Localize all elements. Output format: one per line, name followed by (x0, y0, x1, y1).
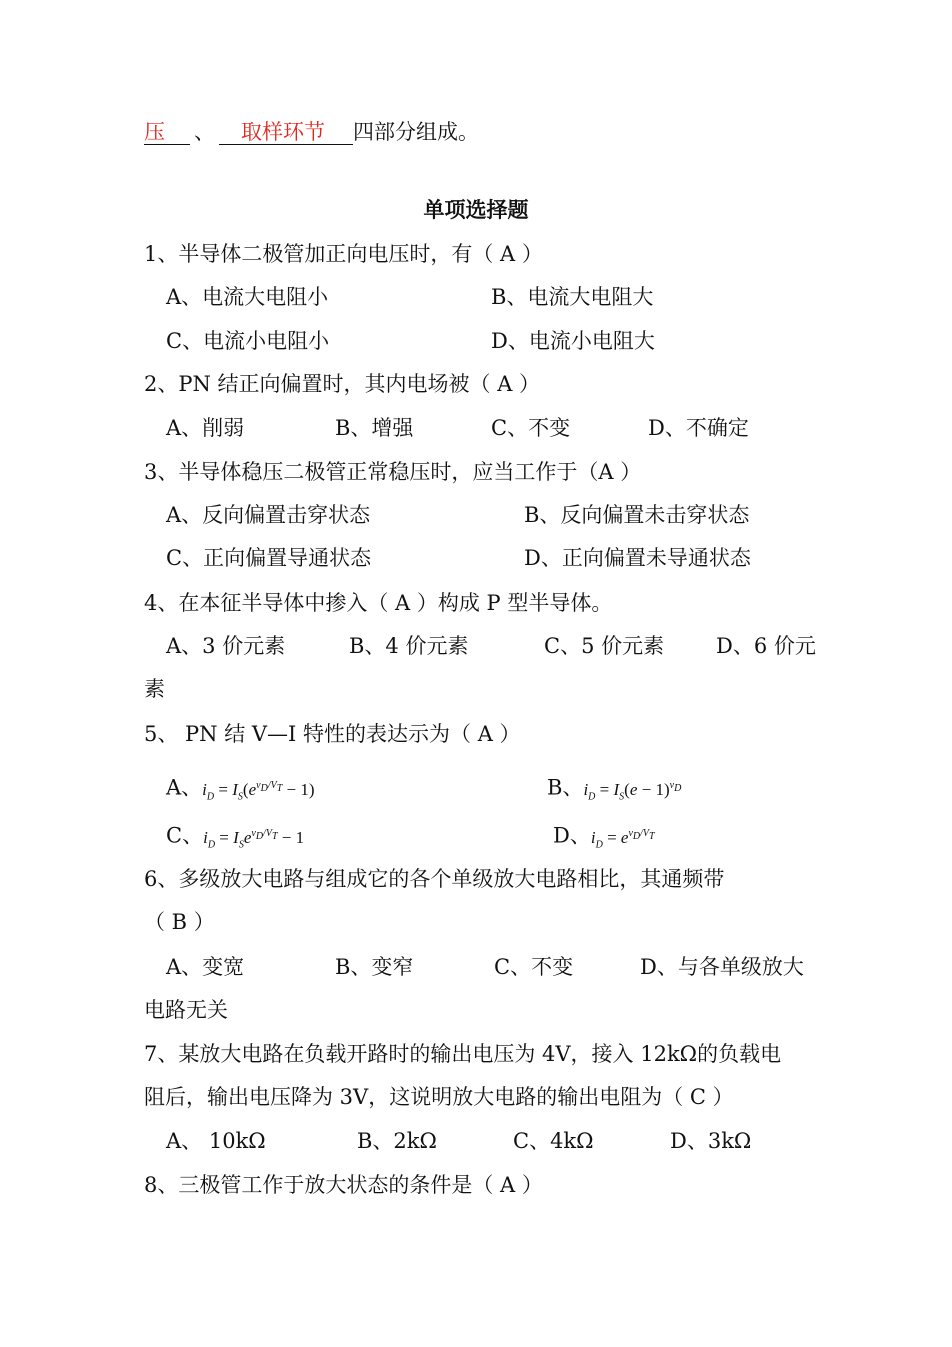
question-2-option-a: A、削弱 (166, 416, 245, 440)
question-7-option-d: D、3kΩ (670, 1129, 752, 1153)
question-4-option-d-continued: 素 (144, 677, 165, 701)
question-5-option-a (166, 772, 315, 811)
question-4-option-b: B、4 价元素 (349, 634, 469, 658)
question-1-option-b: B、电流大电阻大 (491, 285, 654, 309)
blank-answer-2: 取样环节 (241, 120, 325, 144)
section-title: 单项选择题 (423, 197, 529, 222)
formula-b: $i_D = I_S(e - 1)^{v_D}$ (583, 779, 682, 803)
question-2-stem: 2、PN 结正向偏置时，其内电场被（ A ） (144, 372, 541, 396)
header-tail: 四部分组成。 (353, 120, 479, 144)
header-line (144, 118, 479, 146)
question-7-stem: 7、某放大电路在负载开路时的输出电压为 4V，接入 12kΩ的负载电 (144, 1042, 782, 1066)
question-5-option-d (553, 820, 655, 859)
option-c-label: C、 (166, 823, 204, 848)
formula-a: $i_D = I_S(e^{v_D/V_T} - 1)$ (202, 779, 315, 803)
question-3-stem: 3、半导体稳压二极管正常稳压时，应当工作于（A ） (144, 460, 642, 484)
question-4-stem: 4、在本征半导体中掺入（ A ）构成 P 型半导体。 (144, 591, 613, 615)
question-6-option-c: C、不变 (494, 955, 574, 979)
formula-d: $i_D = e^{v_D/V_T}$ (590, 827, 655, 851)
question-3-option-b: B、反向偏置未击穿状态 (524, 503, 750, 527)
question-2-option-b: B、增强 (335, 416, 414, 440)
question-6-option-a: A、变宽 (166, 955, 245, 979)
question-1-stem: 1、半导体二极管加正向电压时，有（ A ） (144, 242, 543, 266)
separator: 、 (194, 120, 215, 144)
blank-answer-2-wrap (219, 118, 353, 145)
question-7-option-c: C、4kΩ (513, 1129, 594, 1153)
question-3-option-c: C、正向偏置导通状态 (166, 546, 372, 570)
question-6-stem-continued: （ B ） (144, 910, 215, 934)
formula-c: $i_D = I_Se^{v_D/V_T} - 1$ (203, 827, 305, 851)
question-1-option-a: A、电流大电阻小 (166, 285, 329, 309)
option-a-label: A、 (166, 775, 203, 800)
question-5-stem: 5、 PN 结 V—I 特性的表达示为（ A ） (144, 722, 521, 746)
question-6-stem: 6、多级放大电路与组成它的各个单级放大电路相比，其通频带 (144, 867, 725, 891)
option-b-label: B、 (547, 775, 584, 800)
question-7-option-a: A、 10kΩ (166, 1129, 266, 1153)
question-4-option-d: D、6 价元 (716, 634, 816, 658)
question-4-option-c: C、5 价元素 (544, 634, 665, 658)
option-d-label: D、 (553, 823, 591, 848)
question-7-stem-continued: 阻后，输出电压降为 3V，这说明放大电路的输出电阻为（ C ） (144, 1085, 734, 1109)
question-2-option-c: C、不变 (491, 416, 571, 440)
question-8-stem: 8、三极管工作于放大状态的条件是（ A ） (144, 1173, 543, 1197)
question-5-option-c (166, 820, 304, 859)
question-1-option-d: D、电流小电阻大 (491, 329, 655, 353)
question-4-option-a: A、3 价元素 (166, 634, 286, 658)
question-6-option-b: B、变窄 (335, 955, 414, 979)
question-3-option-d: D、正向偏置未导通状态 (524, 546, 751, 570)
question-7-option-b: B、2kΩ (357, 1129, 437, 1153)
question-2-option-d: D、不确定 (648, 416, 749, 440)
question-1-option-c: C、电流小电阻小 (166, 329, 330, 353)
question-6-option-d: D、与各单级放大 (640, 955, 804, 979)
question-5-option-b (547, 772, 681, 811)
blank-answer-1: 压 (144, 118, 190, 145)
question-6-option-d-continued: 电路无关 (144, 998, 228, 1022)
question-3-option-a: A、反向偏置击穿状态 (166, 503, 371, 527)
